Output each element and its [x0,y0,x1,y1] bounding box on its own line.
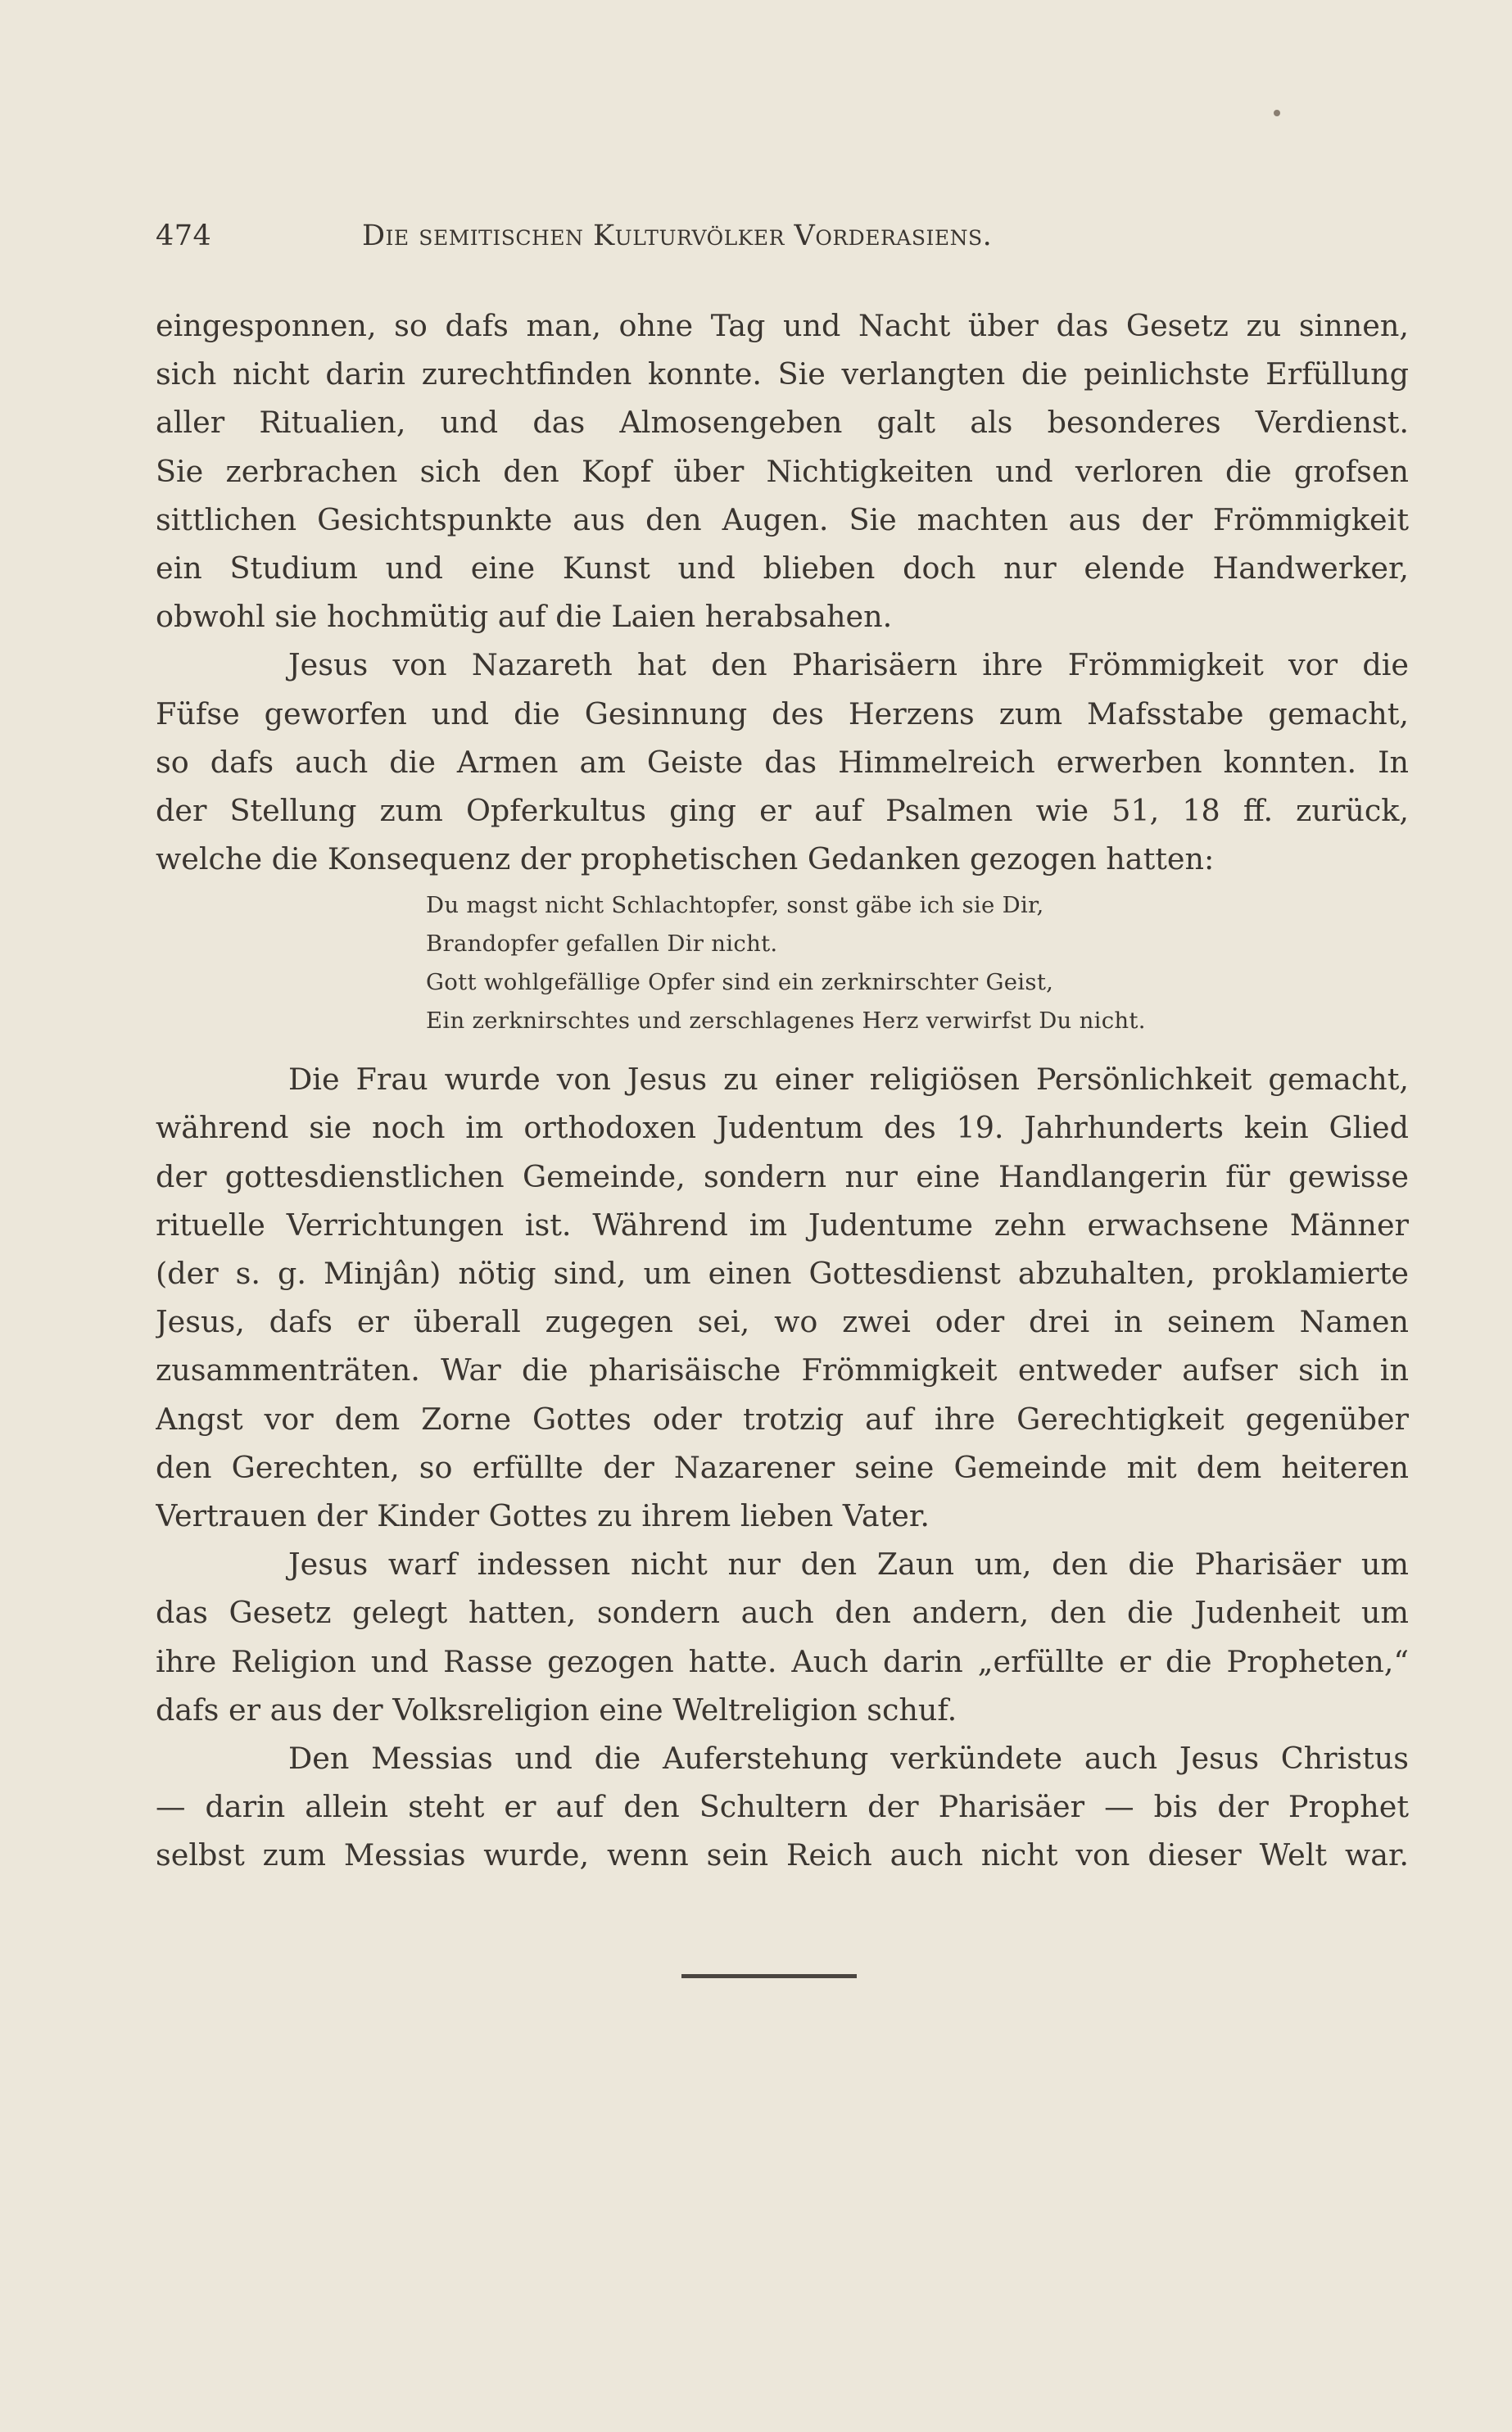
paragraph-4 [156,1540,1409,1734]
text-line: selbst zum Messias wurde, wenn sein Reich auch nicht von dieser Welt war. [156,1837,1409,1873]
text-line: ihre Religion und Rasse gezogen hatte. Auch darin „erfüllte er die Propheten,“ [156,1643,1409,1679]
paragraph-2 [156,641,1409,883]
text-line: Angst vor dem Zorne Gottes oder trotzig auf ihre Gerechtigkeit gegenüber [156,1401,1409,1437]
text-line: Jesus warf indessen nicht nur den Zaun um, den die Pharisäer um [288,1547,1409,1583]
page-header [156,220,1417,260]
text-line: (der s. g. Minjân) nötig sind, um einen Gottesdienst abzuhalten, proklamierte [156,1256,1409,1291]
text-line: so dafs auch die Armen am Geiste das Himmelreich erwerben konnten. In [156,744,1409,780]
quote-line: Du magst nicht Schlachtopfer, sonst gäbe ich sie Dir, [426,892,1044,919]
text-line: aller Ritualien, und das Almosengeben galt als besonderes Verdienst. [156,405,1409,441]
text-line: obwohl sie hochmütig auf die Laien herabsahen. [156,599,893,635]
text-line: ein Studium und eine Kunst und blieben doch nur elende Handwerker, [156,550,1409,586]
text-line: Den Messias und die Auferstehung verkündete auch Jesus Christus [288,1740,1409,1776]
paragraph-5 [156,1734,1409,1880]
text-line: der Stellung zum Opferkultus ging er auf Psalmen wie 51, 18 ff. zurück, [156,792,1409,828]
section-end-rule [681,1974,857,1978]
text-line: Jesus, dafs er überall zugegen sei, wo zwei oder drei in seinem Namen [156,1304,1409,1340]
text-line: Jesus von Nazareth hat den Pharisäern ihre Frömmigkeit vor die [288,647,1409,683]
text-line: — darin allein steht er auf den Schultern der Pharisäer — bis der Prophet [156,1789,1409,1825]
text-line: welche die Konsequenz der prophetischen Gedanken gezogen hatten: [156,841,1215,877]
text-line: zusammenträten. War die pharisäische Frömmigkeit entweder aufser sich in [156,1352,1409,1388]
text-line: eingesponnen, so dafs man, ohne Tag und Nacht über das Gesetz zu sinnen, [156,308,1409,343]
text-line: Vertrauen der Kinder Gottes zu ihrem lieben Vater. [156,1497,930,1533]
psalm-quote [426,883,1245,1055]
text-line: dafs er aus der Volksreligion eine Weltreligion schuf. [156,1692,957,1728]
page-number: 474 [156,220,212,252]
running-title: Die semitischen Kulturvölker Vorderasiens. [362,220,993,252]
text-line: während sie noch im orthodoxen Judentum des 19. Jahrhunderts kein Glied [156,1110,1409,1146]
text-line: sittlichen Gesichtspunkte aus den Augen. Sie machten aus der Frömmigkeit [156,501,1409,537]
text-line: das Gesetz gelegt hatten, sondern auch den andern, den die Judenheit um [156,1595,1409,1631]
text-line: sich nicht darin zurechtfinden konnte. Sie verlangten die peinlichste Erfüllung [156,356,1409,392]
text-line: der gottesdienstlichen Gemeinde, sondern nur eine Handlangerin für gewisse [156,1158,1409,1194]
ink-speck [1274,110,1280,116]
paragraph-3 [156,1055,1409,1540]
paragraph-1 [156,301,1409,641]
quote-line: Brandopfer gefallen Dir nicht. [426,931,778,958]
quote-line: Ein zerknirschtes und zerschlagenes Herz verwirfst Du nicht. [426,1008,1146,1035]
text-line: Füfse geworfen und die Gesinnung des Herzens zum Mafsstabe gemacht, [156,695,1409,731]
text-line: Sie zerbrachen sich den Kopf über Nichtigkeiten und verloren die grofsen [156,453,1409,489]
text-line: rituelle Verrichtungen ist. Während im Judentume zehn erwachsene Männer [156,1207,1409,1243]
text-line: den Gerechten, so erfüllte der Nazarener seine Gemeinde mit dem heiteren [156,1449,1409,1485]
quote-line: Gott wohlgefällige Opfer sind ein zerknirschter Geist, [426,969,1054,996]
text-line: Die Frau wurde von Jesus zu einer religiösen Persönlichkeit gemacht, [288,1062,1409,1098]
body-text [156,301,1409,1879]
